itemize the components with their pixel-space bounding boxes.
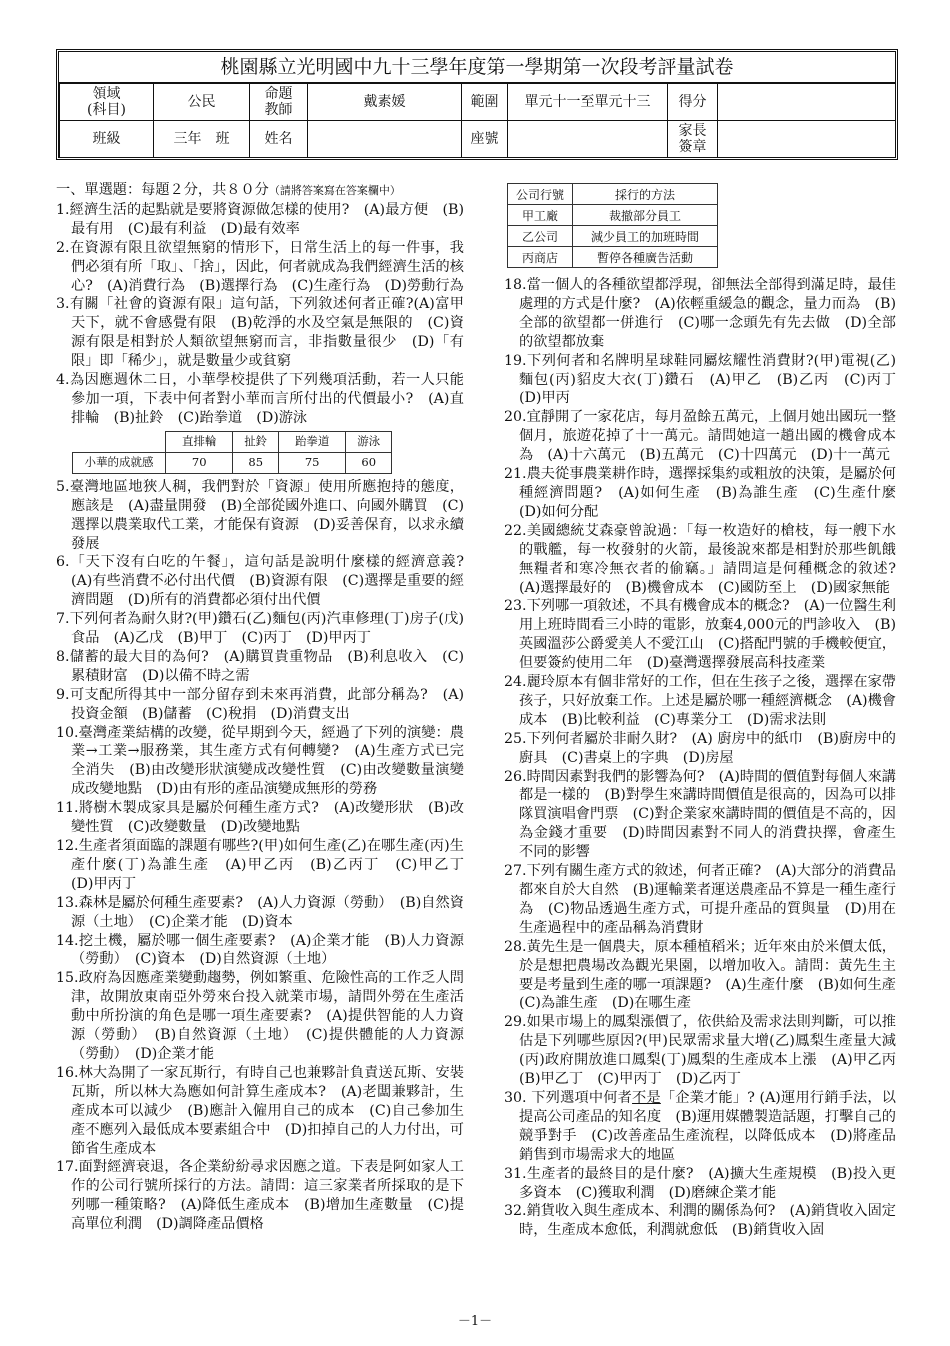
- question-item: 13.森林是屬於何種生產要素? (A)人力資源（勞動） (B)自然資源（土地） (C)企業才能 (D)資本: [56, 894, 464, 930]
- question-item: 22.美國總統艾森豪曾說過：「每一枚造好的槍枝，每一艘下水的戰艦，每一枚發射的火箭，最後說來都是相對於那些飢餓無糧者和寒冷無衣者的偷竊。」請問這是何種概念的敘述? (A)選擇最好的 (B)機會成本 (C)國防至上 (D)國家無能: [504, 522, 911, 596]
- company-methods-table: [507, 183, 718, 268]
- question-item: 6.「天下沒有白吃的午餐」，這句話是說明什麼樣的經濟意義? (A)有些消費不必付出代價 (B)資源有限 (C)選擇是重要的經濟問題 (D)所有的消費都必須付出代價: [56, 554, 479, 609]
- table-row: [508, 226, 718, 247]
- header-cell: 範圍: [462, 84, 508, 121]
- table-cell: 公司行號: [508, 184, 573, 205]
- section-title: 一、單選題：每題２分，共８０分: [56, 182, 269, 198]
- table-row: [508, 184, 718, 205]
- table-cell: 85: [233, 452, 279, 473]
- question-item: 28.黃先生是一個農夫，原本種植稻米；近年來由於米價太低，於是想把農場改為觀光果園，以增加收入。請問：黃先生主要是考量到生產的哪一項課題? (A)生產什麼 (B)如何生產 (C)為誰生產 (D)在哪生產: [504, 938, 911, 1012]
- header-cell[interactable]: [308, 121, 462, 158]
- section-heading: [56, 181, 464, 201]
- header-cell: 領域 (科目): [60, 84, 154, 121]
- question-item: 32.銷貨收入與生產成本、利潤的關係為何? (A)銷貨收入固定時，生產成本愈低，利潤就愈低 (B)銷貨收入固: [504, 1203, 896, 1239]
- table-cell: 甲工廠: [508, 205, 573, 226]
- table-row: [508, 205, 718, 226]
- header-info-table: [59, 83, 896, 158]
- header-row-2: [60, 121, 896, 158]
- table-cell: 直排輪: [166, 431, 233, 452]
- table-cell: 75: [278, 452, 345, 473]
- question-item: 14.挖土機，屬於哪一個生產要素? (A)企業才能 (B)人力資源（勞動） (C)資本 (D)自然資源（土地）: [56, 932, 464, 968]
- question-item: 11.將樹木製成家具是屬於何種生產方式? (A)改變形狀 (B)改變性質 (C)改變數量 (D)改變地點: [56, 800, 464, 836]
- question-item: 17.面對經濟衰退，各企業紛紛尋求因應之道。下表是阿如家人工作的公司行號所採行的方法。請問：這三家業者所採取的是下列哪一種策略? (A)降低生產成本 (B)增加生產數量 (C)提高單位利潤 (D)調降產品價格: [56, 1159, 464, 1233]
- question-item: 9.可支配所得其中一部分留存到未來再消費，此部分稱為? (A)投資金額 (B)儲蓄 (C)稅捐 (D)消費支出: [56, 686, 464, 722]
- page-number: －1－: [457, 1314, 493, 1329]
- question-item: 26.時間因素對我們的影響為何? (A)時間的價值對每個人來講都是一樣的 (B)對學生來講時間價值是很高的，因為可以排隊買演唱會門票 (C)對企業家來講時間的價值是不高的，因為金錢才重要 (D)時間因素對不同人的消費抉擇，會產生不同的影響: [504, 768, 896, 861]
- header-cell: 公民: [154, 84, 250, 121]
- question-item: 1.經濟生活的起點就是要將資源做怎樣的使用? (A)最方便 (B)最有用 (C)最有利益 (D)最有效率: [56, 201, 464, 237]
- header-cell: 三年 班: [154, 121, 250, 158]
- table-row: [73, 431, 392, 452]
- table-cell: 乙公司: [508, 226, 573, 247]
- question-item: 25.下列何者屬於非耐久財? (A) 廚房中的紙巾 (B)廚房中的廚具 (C)書桌上的字典 (D)房屋: [504, 730, 896, 766]
- table-cell: 小華的成就感: [73, 452, 166, 473]
- header-cell: 家長 簽章: [668, 121, 718, 158]
- header-cell: 姓名: [250, 121, 308, 158]
- question-item: 23.下列哪一項敘述，不具有機會成本的概念? (A)一位醫生利用上班時間看三小時的電影，放棄4,000元的門診收入 (B)英國溫莎公爵愛美人不愛江山 (C)搭配門號的手機較便宜，但要簽約使用二年 (D)臺灣選擇發展高科技產業: [504, 598, 896, 672]
- table-row: [73, 452, 392, 473]
- question-item: 19.下列何者和名牌明星球鞋同屬炫耀性消費財?(甲)電視(乙)麵包(丙)貂皮大衣(丁)鑽石 (A)甲乙 (B)乙丙 (C)丙丁 (D)甲丙: [504, 352, 911, 407]
- question-list-right: [504, 276, 911, 1240]
- question-list-left: [56, 201, 479, 1234]
- header-cell[interactable]: [718, 84, 896, 121]
- question-item: 4.為因應週休二日，小華學校提供了下列幾項活動，若一人只能參加一項，下表中何者對小華而言所付出的代價最小? (A)直排輪 (B)扯鈴 (C)跆拳道 (D)游泳: [56, 372, 464, 426]
- section-note: （請將答案寫在答案欄中）: [268, 184, 401, 197]
- table-cell: 游泳: [346, 431, 392, 452]
- question-item: 27.下列有關生產方式的敘述，何者正確? (A)大部分的消費品都來自於大自然 (B)運輸業者運送農產品不算是一種生產行為 (C)物品透過生產方式，可提升產品的質與量 (D)用在生產過程中的產品稱為消費財: [504, 863, 896, 936]
- table-cell: 丙商店: [508, 247, 573, 268]
- question-item: 15.政府為因應產業變動趨勢，例如繁重、危險性高的工作乏人問津，故開放東南亞外勞來台投入就業市場，請問外勞在生產活動中所扮演的角色是哪一項生產要素? (A)提供智能的人力資源（勞動） (B)自然資源（土地） (C)提供體能的人力資源（勞動） (D)企業才能: [56, 970, 464, 1062]
- table-cell: 70: [166, 452, 233, 473]
- table-cell: 暫停各種廣告活動: [573, 247, 718, 268]
- question-item: 8.儲蓄的最大目的為何? (A)購買貴重物品 (B)利息收入 (C)累積財富 (D)以備不時之需: [56, 648, 464, 684]
- question-item: 21.農夫從事農業耕作時，選擇採集約或粗放的決策，是屬於何種經濟問題? (A)如何生產 (B)為誰生產 (C)生產什麼 (D)如何分配: [504, 466, 911, 520]
- header-cell: 得分: [668, 84, 718, 121]
- table-row: [508, 247, 718, 268]
- header-cell: 單元十一至單元十三: [508, 84, 668, 121]
- question-item: 29.如果市場上的鳳梨漲價了，依供給及需求法則判斷，可以推估是下列哪些原因?(甲)民眾需求量大增(乙)鳳梨生產量大減(丙)政府開放進口鳳梨(丁)鳳梨的生產成本上漲 (A)甲乙丙 (B)甲乙丁 (C)甲丙丁 (D)乙丙丁: [504, 1014, 911, 1088]
- header-cell: 座號: [462, 121, 508, 158]
- question-item: 31.生產者的最終目的是什麼? (A)擴大生產規模 (B)投入更多資本 (C)獲取利潤 (D)磨練企業才能: [504, 1165, 896, 1201]
- question-item: 10.臺灣產業結構的改變，從早期到今天，經過了下列的演變：農業→工業→服務業，其生產方式有何轉變? (A)生產方式已完全消失 (B)由改變形狀演變成改變性質 (C)由改變數量演變成改變地點 (D)由有形的產品演變成無形的勞務: [56, 724, 464, 798]
- right-column: [504, 276, 911, 1240]
- activity-satisfaction-table: [72, 431, 392, 474]
- header-cell: 班級: [60, 121, 154, 158]
- header-cell[interactable]: [718, 121, 896, 158]
- table-cell: 減少員工的加班時間: [573, 226, 718, 247]
- question-item: 18.當一個人的各種欲望都浮現，卻無法全部得到滿足時，最佳處理的方式是什麼? (A)依輕重緩急的觀念，量力而為 (B)全部的欲望都一併進行 (C)哪一念頭先有先去做 (D)全部的欲望都放棄: [504, 277, 896, 350]
- exam-title: 桃園縣立光明國中九十三學年度第一學期第一次段考評量試卷: [59, 52, 895, 83]
- table-cell: 跆拳道: [278, 431, 345, 452]
- table-cell: 採行的方法: [573, 184, 718, 205]
- question-item: 7.下列何者為耐久財?(甲)鑽石(乙)麵包(丙)汽車修理(丁)房子(戊)食品 (A)乙戊 (B)甲丁 (C)丙丁 (D)甲丙丁: [56, 611, 464, 647]
- header-row-1: [60, 84, 896, 121]
- header-cell: 命題 教師: [250, 84, 308, 121]
- table-cell: 裁撤部分員工: [573, 205, 718, 226]
- left-column: [56, 181, 479, 1234]
- table-cell: 60: [346, 452, 392, 473]
- question-item: 20.宜靜開了一家花店，每月盈餘五萬元，上個月她出國玩一整個月，旅遊花掉了十一萬元。請問她這一趟出國的機會成本為 (A)十六萬元 (B)五萬元 (C)十四萬元 (D)十一萬元: [504, 409, 896, 464]
- table-cell: 扯鈴: [233, 431, 279, 452]
- exam-header: [56, 49, 898, 160]
- question-item: 30. 下列選項中何者不是「企業才能」? (A)運用行銷手法，以提高公司產品的知名度 (B)運用媒體製造話題，打擊自己的競爭對手 (C)改善產品生產流程，以降低成本 (D)將產品銷售到市場需求大的地區: [504, 1089, 896, 1163]
- question-item: 12.生產者須面臨的課題有哪些?(甲)如何生產(乙)在哪生產(丙)生產什麼(丁)為誰生產 (A)甲乙丙 (B)乙丙丁 (C)甲乙丁 (D)甲丙丁: [56, 838, 479, 892]
- header-cell[interactable]: [508, 121, 668, 158]
- question-item: 24.麗玲原本有個非常好的工作，但在生孩子之後，選擇在家帶孩子，只好放棄工作。上述是屬於哪一種經濟概念 (A)機會成本 (B)比較利益 (C)專業分工 (D)需求法則: [504, 674, 896, 728]
- question-item: 5.臺灣地區地狹人稠，我們對於「資源」使用所應抱持的態度，應該是 (A)盡量開發 (B)全部從國外進口、向國外購買 (C)選擇以農業取代工業，才能保有資源 (D)妥善保育，以求永續發展: [56, 478, 464, 552]
- header-cell: 戴素媛: [308, 84, 462, 121]
- table-cell: [73, 431, 166, 452]
- question-item: 2.在資源有限且欲望無窮的情形下，日常生活上的每一件事，我們必須有所「取」、「捨」，因此，何者就成為我們經濟生活的核心? (A)消費行為 (B)選擇行為 (C)生產行為 (D)勞動行為: [56, 239, 464, 294]
- question-item: 16.林大為開了一家瓦斯行，有時自己也兼夥計負責送瓦斯、安裝瓦斯，所以林大為應如何計算生產成本? (A)老闆兼夥計，生產成本可以減少 (B)應計入僱用自己的成本 (C)自己參加生產不應列入最低成本要素組合中 (D)扣掉自己的人力付出，可節省生產成本: [56, 1064, 464, 1157]
- question-item: 3.有關「社會的資源有限」這句話，下列敘述何者正確?(A)富甲天下，就不會感覺有限 (B)乾淨的水及空氣是無限的 (C)資源有限是相對於人類欲望無窮而言，非指數量很少 (D)「有限」即「稀少」，就是數量少或貧窮: [56, 296, 464, 370]
